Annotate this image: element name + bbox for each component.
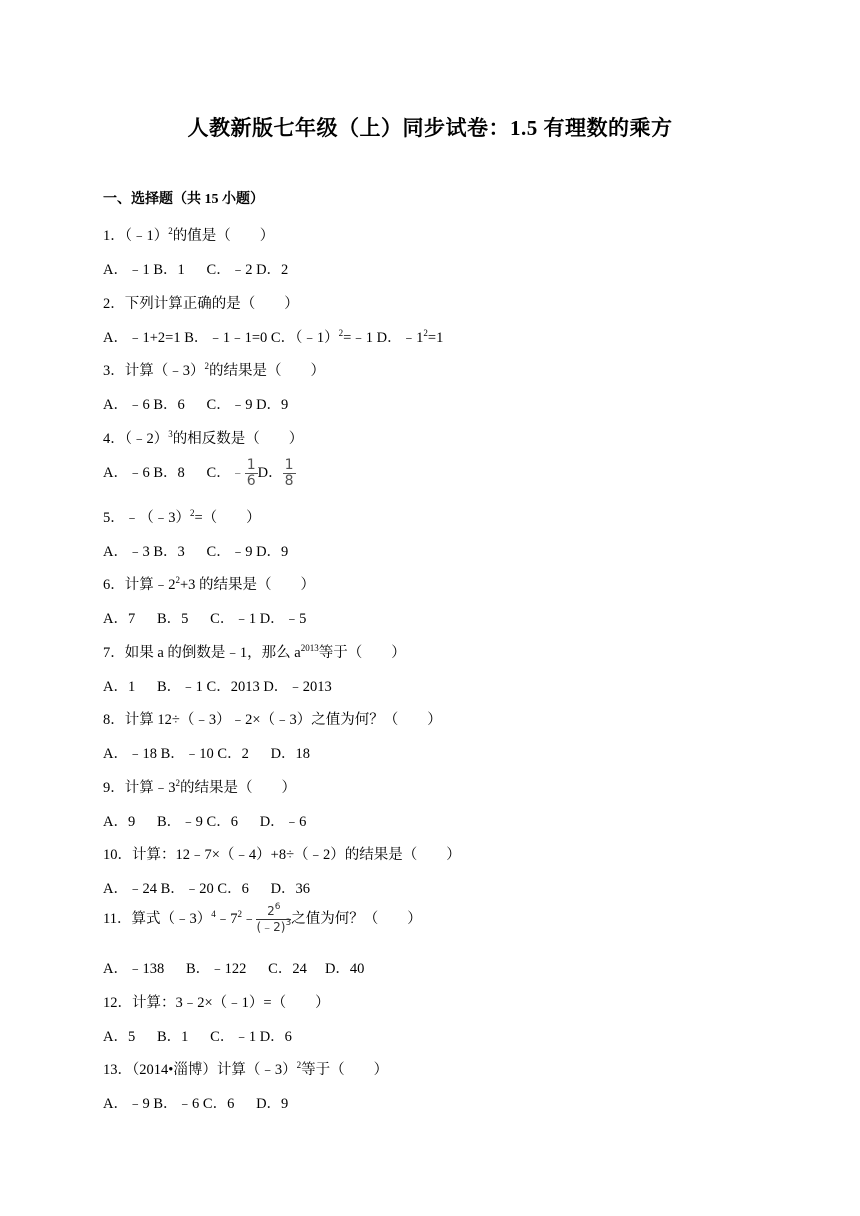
question-7: 7．如果 a 的倒数是﹣1，那么 $a^{2013}$等于（ ）: [103, 643, 406, 661]
question-1: 1．（﹣1）$^2$的值是（ ）: [103, 226, 275, 244]
answer-options-13: A．﹣9 B．﹣6 C．6 D．9: [103, 1096, 289, 1112]
answer-options-9: A．9 B．﹣9 C．6 D．﹣6: [103, 814, 307, 830]
answer-options-11: A．﹣138 B．﹣122 C．24 D．40: [103, 961, 365, 977]
question-9: 9．计算$﹣3^2$的结果是（ ）: [103, 778, 296, 796]
section-heading: 一、选择题（共 15 小题）: [103, 192, 264, 207]
question-3: 3．计算（﹣3）$^2$的结果是（ ）: [103, 361, 325, 379]
answer-options-10: A．﹣24 B．﹣20 C．6 D．36: [103, 881, 311, 897]
answer-options-12: A．5 B．1 C．﹣1 D．6: [103, 1029, 292, 1045]
answer-options-6: A．7 B．5 C．﹣1 D．﹣5: [103, 611, 307, 627]
question-12: 12．计算：3﹣2×（﹣1）=（ ）: [103, 995, 330, 1011]
question-5: 5．﹣（﹣3）$^2$=（ ）: [103, 508, 261, 526]
answer-options-3: A．﹣6 B．6 C．﹣9 D．9: [103, 397, 289, 413]
page-title: 人教新版七年级（上）同步试卷：1.5 有理数的乘方: [187, 116, 673, 140]
answer-options-4: A．﹣6 B．8 C．﹣ $\frac{1}{6}$ D． $\frac{1}{8}$: [103, 457, 294, 489]
question-8: 8．计算 12÷（﹣3）﹣2×（﹣3）之值为何？（ ）: [103, 712, 442, 728]
question-4: 4．（﹣2）$^3$的相反数是（ ）: [103, 429, 304, 447]
fraction-expression: $\frac{2^6}{(﹣2)^3}$: [256, 902, 292, 934]
answer-options-8: A．﹣18 B．﹣10 C．2 D．18: [103, 746, 311, 762]
fraction-option-d: $\frac{1}{8}$: [284, 457, 294, 489]
question-13: 13．（2014•淄博）计算（﹣3）$^2$等于（ ）: [103, 1060, 389, 1078]
answer-options-5: A．﹣3 B．3 C．﹣9 D．9: [103, 544, 289, 560]
fraction-sign: ﹣: [230, 465, 245, 481]
answer-options-1: A．﹣1 B．1 C．﹣2 D．2: [103, 262, 289, 278]
answer-options-2: A．﹣1+2=1 B．﹣1﹣1=0 C．（﹣1）$^2$=﹣1 D．$﹣1^2=1$: [103, 328, 444, 346]
question-10: 10．计算：12﹣7×（﹣4）+8÷（﹣2）的结果是（ ）: [103, 847, 461, 863]
question-6: 6．计算$﹣2^2+3$ 的结果是（ ）: [103, 575, 316, 593]
question-11: 11．算式$(﹣3)^4﹣7^2﹣$ $\frac{2^6}{(﹣2)^3}$ 之值为何？（ ）: [103, 902, 422, 934]
fraction-option-c: $\frac{1}{6}$: [246, 457, 256, 489]
answer-options-7: A．1 B．﹣1 C．2013 D．﹣2013: [103, 679, 332, 695]
question-2: 2．下列计算正确的是（ ）: [103, 296, 299, 312]
